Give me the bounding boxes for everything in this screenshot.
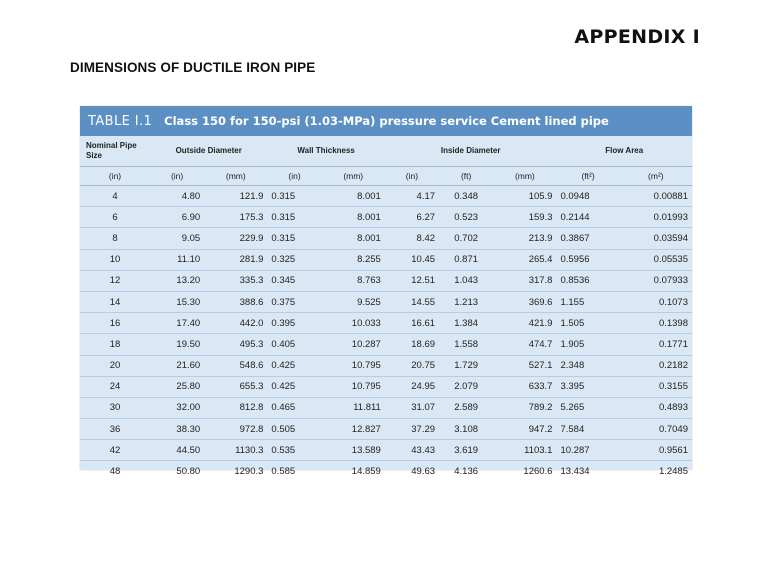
table-cell: 4.80: [181, 190, 201, 202]
table-cell: 44.50: [176, 444, 201, 456]
table-cell: 21.60: [176, 360, 201, 372]
table-cell: 388.6: [239, 296, 264, 308]
table-cell: 1130.3: [235, 444, 264, 456]
table-cell: 0.2144: [560, 211, 590, 223]
table-units-row: [80, 167, 692, 186]
table-cell: 10.287: [351, 338, 381, 350]
table-cell: 0.00881: [653, 190, 688, 202]
unit-header: (in): [385, 167, 439, 186]
table-cell: 175.3: [239, 211, 264, 223]
table-cell: 24.95: [411, 381, 436, 393]
table-cell: 0.9561: [658, 444, 688, 456]
table-cell: 20.75: [411, 360, 436, 372]
table-cell: 0.702: [454, 232, 479, 244]
table-cell: 43.43: [411, 444, 436, 456]
table-cell: 10: [109, 254, 121, 266]
table-cell: 4: [112, 190, 118, 202]
table-cell: 421.9: [528, 317, 553, 329]
table-cell: 3.108: [454, 423, 479, 435]
table-cell: 8.763: [357, 275, 381, 287]
table-row: [80, 249, 692, 270]
table-cell: 655.3: [239, 381, 264, 393]
table-cell: 0.505: [271, 423, 296, 435]
table-cell: 527.1: [528, 360, 553, 372]
table-cell: 38.30: [176, 423, 201, 435]
table-cell: 13.20: [176, 275, 201, 287]
col-group-inside: Inside Diameter: [440, 146, 501, 155]
table-cell: 16: [109, 317, 121, 329]
table-row: [80, 461, 692, 482]
table-cell: 1.155: [560, 296, 585, 308]
table-cell: 0.425: [271, 381, 296, 393]
table-cell: 9.525: [357, 296, 381, 308]
table-cell: 12.51: [411, 275, 436, 287]
document-title: DIMENSIONS OF DUCTILE IRON PIPE: [70, 60, 316, 75]
unit-header: (ft²): [556, 167, 619, 186]
table-row: [80, 440, 692, 461]
table-cell: 0.871: [454, 254, 479, 266]
table-cell: 19.50: [176, 338, 201, 350]
table-cell: 2.589: [454, 402, 479, 414]
table-body: [80, 186, 692, 482]
table-cell: 12: [109, 275, 121, 287]
table-cell: 6.27: [416, 211, 436, 223]
table-cell: 10.287: [560, 444, 590, 456]
table-cell: 42: [109, 444, 121, 456]
table-cell: 0.315: [271, 211, 296, 223]
table-cell: 369.6: [528, 296, 553, 308]
table-cell: 121.9: [239, 190, 264, 202]
table-cell: 0.325: [271, 254, 296, 266]
table-cell: 474.7: [528, 338, 553, 350]
table-cell: 0.345: [271, 275, 296, 287]
table-row: [80, 270, 692, 291]
unit-header: (ft): [439, 167, 493, 186]
table-group-header-row: [80, 136, 692, 167]
table-cell: 13.589: [351, 444, 381, 456]
table-cell: 49.63: [411, 466, 436, 478]
table-cell: 1.505: [560, 317, 585, 329]
table-cell: 31.07: [411, 402, 436, 414]
table-row: [80, 419, 692, 440]
table-cell: 8.42: [416, 232, 436, 244]
table-row: [80, 291, 692, 312]
table-cell: 8.001: [357, 190, 381, 202]
table-caption: Class 150 for 150-psi (1.03-MPa) pressure service Cement lined pipe: [164, 114, 609, 128]
table-header-bar: [80, 106, 692, 136]
table-cell: 6: [112, 211, 118, 223]
table-cell: 36: [109, 423, 121, 435]
unit-header: (in): [80, 167, 150, 186]
table-cell: 0.5956: [560, 254, 590, 266]
dimension-table: [80, 136, 692, 482]
table-cell: 7.584: [560, 423, 585, 435]
col-group-wall: Wall Thickness: [297, 146, 355, 155]
table-row: [80, 313, 692, 334]
table-row: [80, 207, 692, 228]
table-cell: 0.03594: [653, 232, 688, 244]
table-cell: 2.079: [454, 381, 479, 393]
col-group-outside: Outside Diameter: [175, 146, 242, 155]
table-row: [80, 334, 692, 355]
table-cell: 1260.6: [523, 466, 553, 478]
table-row: [80, 228, 692, 249]
table-cell: 8.001: [357, 211, 381, 223]
table-cell: 14.859: [351, 466, 381, 478]
table-cell: 30: [109, 402, 121, 414]
table-cell: 1.558: [454, 338, 479, 350]
table-cell: 32.00: [176, 402, 201, 414]
table-cell: 0.1073: [658, 296, 688, 308]
table-cell: 495.3: [239, 338, 264, 350]
dimension-table-card: [80, 106, 692, 478]
table-cell: 0.405: [271, 338, 296, 350]
table-cell: 17.40: [176, 317, 201, 329]
table-cell: 5.265: [560, 402, 585, 414]
table-cell: 442.0: [239, 317, 264, 329]
unit-header: (mm): [493, 167, 556, 186]
table-cell: 0.395: [271, 317, 296, 329]
table-cell: 11.10: [177, 254, 201, 266]
table-cell: 633.7: [528, 381, 553, 393]
table-row: [80, 397, 692, 418]
table-cell: 0.315: [271, 190, 296, 202]
table-cell: 281.9: [239, 254, 264, 266]
table-cell: 0.0948: [560, 190, 590, 202]
table-cell: 229.9: [239, 232, 264, 244]
appendix-heading: APPENDIX I: [574, 26, 700, 48]
table-cell: 20: [109, 360, 121, 372]
table-cell: 947.2: [528, 423, 553, 435]
table-cell: 0.07933: [653, 275, 688, 287]
table-cell: 0.1771: [658, 338, 688, 350]
table-cell: 0.315: [271, 232, 296, 244]
table-cell: 10.033: [351, 317, 381, 329]
table-cell: 0.01993: [653, 211, 688, 223]
table-cell: 0.8536: [560, 275, 590, 287]
table-cell: 14.55: [411, 296, 436, 308]
unit-header: (m²): [620, 167, 692, 186]
table-cell: 3.619: [454, 444, 479, 456]
table-cell: 18: [109, 338, 121, 350]
table-cell: 8.001: [357, 232, 381, 244]
table-cell: 24: [109, 381, 121, 393]
table-cell: 0.3867: [560, 232, 590, 244]
table-cell: 4.136: [454, 466, 479, 478]
table-cell: 0.2182: [658, 360, 688, 372]
table-cell: 10.45: [411, 254, 436, 266]
table-cell: 3.395: [560, 381, 585, 393]
table-cell: 1.043: [454, 275, 479, 287]
table-cell: 0.523: [454, 211, 479, 223]
unit-header: (in): [267, 167, 321, 186]
table-cell: 0.7049: [658, 423, 688, 435]
table-cell: 789.2: [528, 402, 553, 414]
table-cell: 16.61: [411, 317, 436, 329]
table-cell: 4.17: [416, 190, 436, 202]
table-cell: 213.9: [528, 232, 553, 244]
table-cell: 0.535: [271, 444, 296, 456]
col-group-nominal: Nominal Pipe Size: [86, 141, 137, 160]
table-cell: 0.425: [271, 360, 296, 372]
table-cell: 25.80: [176, 381, 201, 393]
table-cell: 0.4893: [658, 402, 688, 414]
table-cell: 0.05535: [653, 254, 688, 266]
table-cell: 10.795: [351, 360, 381, 372]
table-cell: 0.375: [271, 296, 296, 308]
table-cell: 9.05: [181, 232, 201, 244]
col-group-flow: Flow Area: [605, 146, 644, 155]
table-label: TABLE I.1: [88, 113, 153, 129]
table-row: [80, 376, 692, 397]
table-cell: 6.90: [181, 211, 201, 223]
table-cell: 1290.3: [234, 466, 264, 478]
table-cell: 8: [112, 232, 118, 244]
table-cell: 50.80: [176, 466, 201, 478]
table-cell: 14: [109, 296, 121, 308]
table-cell: 265.4: [528, 254, 553, 266]
unit-header: (in): [150, 167, 204, 186]
table-cell: 8.255: [357, 254, 381, 266]
table-cell: 0.1398: [658, 317, 688, 329]
table-cell: 13.434: [560, 466, 590, 478]
table-cell: 159.3: [528, 211, 553, 223]
table-cell: 548.6: [239, 360, 264, 372]
table-cell: 2.348: [560, 360, 585, 372]
table-cell: 105.9: [528, 190, 553, 202]
table-cell: 1.2485: [658, 466, 688, 478]
table-cell: 48: [109, 466, 121, 478]
table-cell: 317.8: [528, 275, 553, 287]
table-cell: 1.213: [454, 296, 479, 308]
table-cell: 1.905: [560, 338, 585, 350]
table-cell: 335.3: [239, 275, 264, 287]
table-cell: 1.729: [454, 360, 479, 372]
table-row: [80, 186, 692, 207]
table-cell: 18.69: [411, 338, 436, 350]
table-cell: 11.811: [353, 402, 381, 414]
table-cell: 812.8: [239, 402, 264, 414]
table-row: [80, 355, 692, 376]
unit-header: (mm): [322, 167, 385, 186]
unit-header: (mm): [204, 167, 267, 186]
table-cell: 972.8: [239, 423, 264, 435]
table-cell: 0.465: [271, 402, 296, 414]
table-cell: 10.795: [351, 381, 381, 393]
table-cell: 1.384: [454, 317, 479, 329]
table-cell: 0.3155: [658, 381, 688, 393]
table-cell: 12.827: [351, 423, 381, 435]
table-cell: 15.30: [176, 296, 201, 308]
table-cell: 0.585: [271, 466, 296, 478]
table-cell: 0.348: [454, 190, 479, 202]
table-cell: 37.29: [411, 423, 436, 435]
table-cell: 1103.1: [524, 444, 553, 456]
